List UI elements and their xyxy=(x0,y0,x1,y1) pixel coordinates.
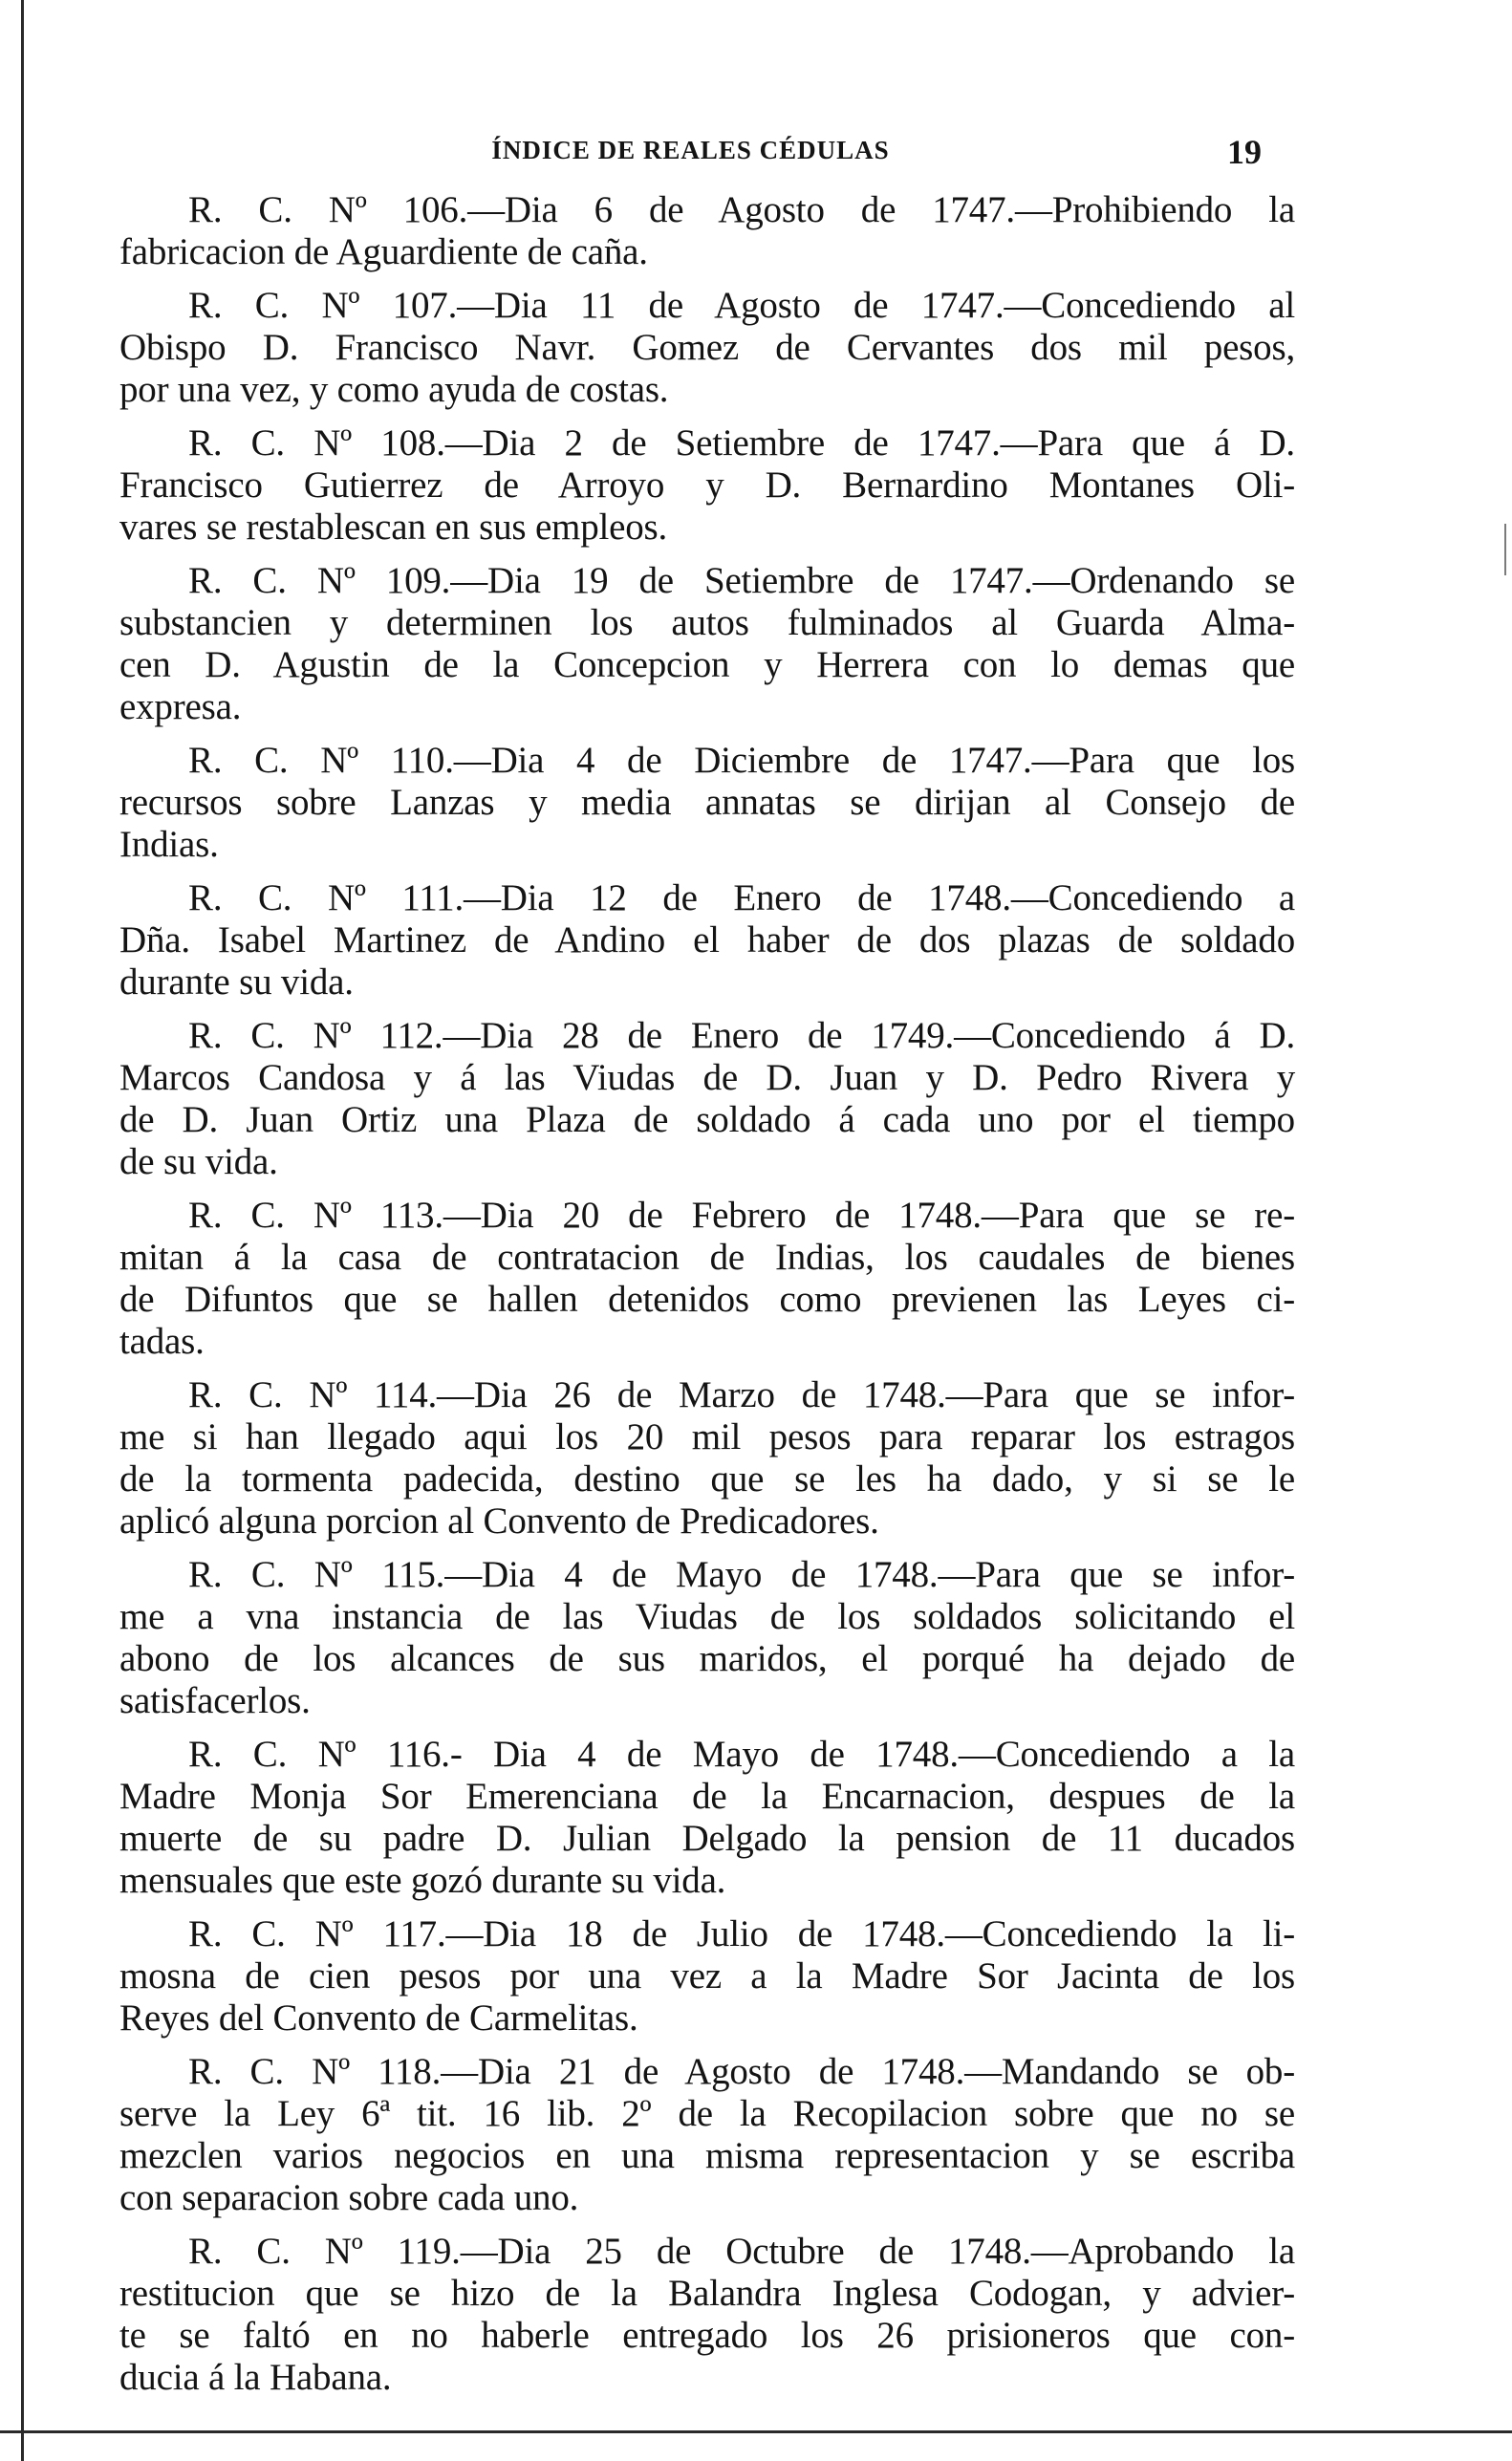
entry-line: por una vez, y como ayuda de costas. xyxy=(119,369,669,410)
entry-line: R. C. Nº 113.—Dia 20 de Febrero de 1748.—Para que se re- xyxy=(188,1195,1295,1236)
entry-116 xyxy=(119,1734,1295,1902)
entry-line: me a vna instancia de las Viudas de los soldados solicitando el xyxy=(119,1596,1295,1637)
running-head: ÍNDICE DE REALES CÉDULAS xyxy=(491,136,890,164)
entry-line: cen D. Agustin de la Concepcion y Herrera con lo demas que xyxy=(119,644,1295,685)
entry-line: aplicó alguna porcion al Convento de Predicadores. xyxy=(119,1500,879,1542)
entry-line: con separacion sobre cada uno. xyxy=(119,2177,579,2218)
entry-line: Francisco Gutierrez de Arroyo y D. Bernardino Montanes Oli- xyxy=(119,464,1295,506)
entry-line: recursos sobre Lanzas y media annatas se dirijan al Consejo de xyxy=(119,782,1295,823)
entry-line: te se faltó en no haberle entregado los 26 prisioneros que con- xyxy=(119,2315,1295,2356)
entry-line: R. C. Nº 110.—Dia 4 de Diciembre de 1747.—Para que los xyxy=(188,740,1295,781)
entry-line: vares se restablescan en sus empleos. xyxy=(119,507,668,548)
entry-113 xyxy=(119,1195,1295,1363)
bottom-border-rule xyxy=(0,2430,1512,2433)
entry-119 xyxy=(119,2231,1295,2399)
entry-line: muerte de su padre D. Julian Delgado la pension de 11 ducados xyxy=(119,1818,1295,1859)
entry-line: R. C. Nº 108.—Dia 2 de Setiembre de 1747.—Para que á D. xyxy=(188,422,1295,464)
page-number: 19 xyxy=(1227,133,1262,171)
entry-line: de D. Juan Ortiz una Plaza de soldado á cada uno por el tiempo xyxy=(119,1099,1295,1140)
entry-112 xyxy=(119,1015,1295,1183)
entry-115 xyxy=(119,1554,1295,1722)
entry-line: R. C. Nº 116.- Dia 4 de Mayo de 1748.—Concediendo a la xyxy=(188,1734,1295,1775)
entry-line: tadas. xyxy=(119,1321,205,1362)
entry-109 xyxy=(119,560,1295,728)
entry-line: fabricacion de Aguardiente de caña. xyxy=(119,231,648,272)
entry-line: R. C. Nº 109.—Dia 19 de Setiembre de 1747.—Ordenando se xyxy=(188,560,1295,601)
entry-line: abono de los alcances de sus maridos, el porqué ha dejado de xyxy=(119,1638,1295,1679)
entry-110 xyxy=(119,740,1295,866)
entry-106 xyxy=(119,189,1295,273)
right-margin-mark xyxy=(1504,524,1506,575)
entry-line: satisfacerlos. xyxy=(119,1680,311,1721)
entry-line: restitucion que se hizo de la Balandra Inglesa Codogan, y advier- xyxy=(119,2273,1295,2314)
entry-line: durante su vida. xyxy=(119,961,354,1003)
entry-line: serve la Ley 6ª tit. 16 lib. 2º de la Recopilacion sobre que no se xyxy=(119,2093,1295,2134)
entry-line: mezclen varios negocios en una misma representacion y se escriba xyxy=(119,2135,1295,2176)
entry-107 xyxy=(119,285,1295,411)
entry-line: mitan á la casa de contratacion de Indias, los caudales de bienes xyxy=(119,1237,1295,1278)
entry-line: Madre Monja Sor Emerenciana de la Encarnacion, despues de la xyxy=(119,1776,1295,1817)
entry-line: R. C. Nº 112.—Dia 28 de Enero de 1749.—Concediendo á D. xyxy=(188,1015,1295,1056)
entry-line: R. C. Nº 115.—Dia 4 de Mayo de 1748.—Para que se infor- xyxy=(188,1554,1295,1595)
entry-line: R. C. Nº 111.—Dia 12 de Enero de 1748.—Concediendo a xyxy=(188,877,1295,918)
entry-line: me si han llegado aqui los 20 mil pesos para reparar los estragos xyxy=(119,1416,1295,1457)
entry-line: Indias. xyxy=(119,824,219,865)
entry-line: de la tormenta padecida, destino que se les ha dado, y si se le xyxy=(119,1458,1295,1500)
entry-line: R. C. Nº 119.—Dia 25 de Octubre de 1748.—Aprobando la xyxy=(188,2231,1295,2272)
entry-line: Marcos Candosa y á las Viudas de D. Juan y D. Pedro Rivera y xyxy=(119,1057,1295,1098)
entry-line: R. C. Nº 118.—Dia 21 de Agosto de 1748.—Mandando se ob- xyxy=(188,2051,1295,2092)
entry-line: R. C. Nº 107.—Dia 11 de Agosto de 1747.—Concediendo al xyxy=(188,285,1295,326)
entry-line: de su vida. xyxy=(119,1141,278,1182)
entry-line: Reyes del Convento de Carmelitas. xyxy=(119,1997,638,2039)
entry-line: de Difuntos que se hallen detenidos como previenen las Leyes ci- xyxy=(119,1279,1295,1320)
entry-line: ducia á la Habana. xyxy=(119,2357,392,2398)
entry-117 xyxy=(119,1913,1295,2040)
entry-line: R. C. Nº 117.—Dia 18 de Julio de 1748.—Concediendo la li- xyxy=(188,1913,1295,1954)
entry-line: Dña. Isabel Martinez de Andino el haber de dos plazas de soldado xyxy=(119,919,1295,961)
entry-line: expresa. xyxy=(119,686,242,727)
entry-108 xyxy=(119,422,1295,549)
entry-111 xyxy=(119,877,1295,1004)
entry-line: mensuales que este gozó durante su vida. xyxy=(119,1860,726,1901)
entry-114 xyxy=(119,1374,1295,1543)
entry-line: Obispo D. Francisco Navr. Gomez de Cervantes dos mil pesos, xyxy=(119,327,1295,368)
page-header xyxy=(119,126,1262,183)
entry-118 xyxy=(119,2051,1295,2219)
entry-line: R. C. Nº 106.—Dia 6 de Agosto de 1747.—Prohibiendo la xyxy=(188,189,1295,230)
entry-line: R. C. Nº 114.—Dia 26 de Marzo de 1748.—Para que se infor- xyxy=(188,1374,1295,1415)
left-border-rule xyxy=(21,0,24,2461)
cedula-entries xyxy=(119,189,1295,2410)
entry-line: substancien y determinen los autos fulminados al Guarda Alma- xyxy=(119,602,1295,643)
entry-line: mosna de cien pesos por una vez a la Madre Sor Jacinta de los xyxy=(119,1955,1295,1997)
